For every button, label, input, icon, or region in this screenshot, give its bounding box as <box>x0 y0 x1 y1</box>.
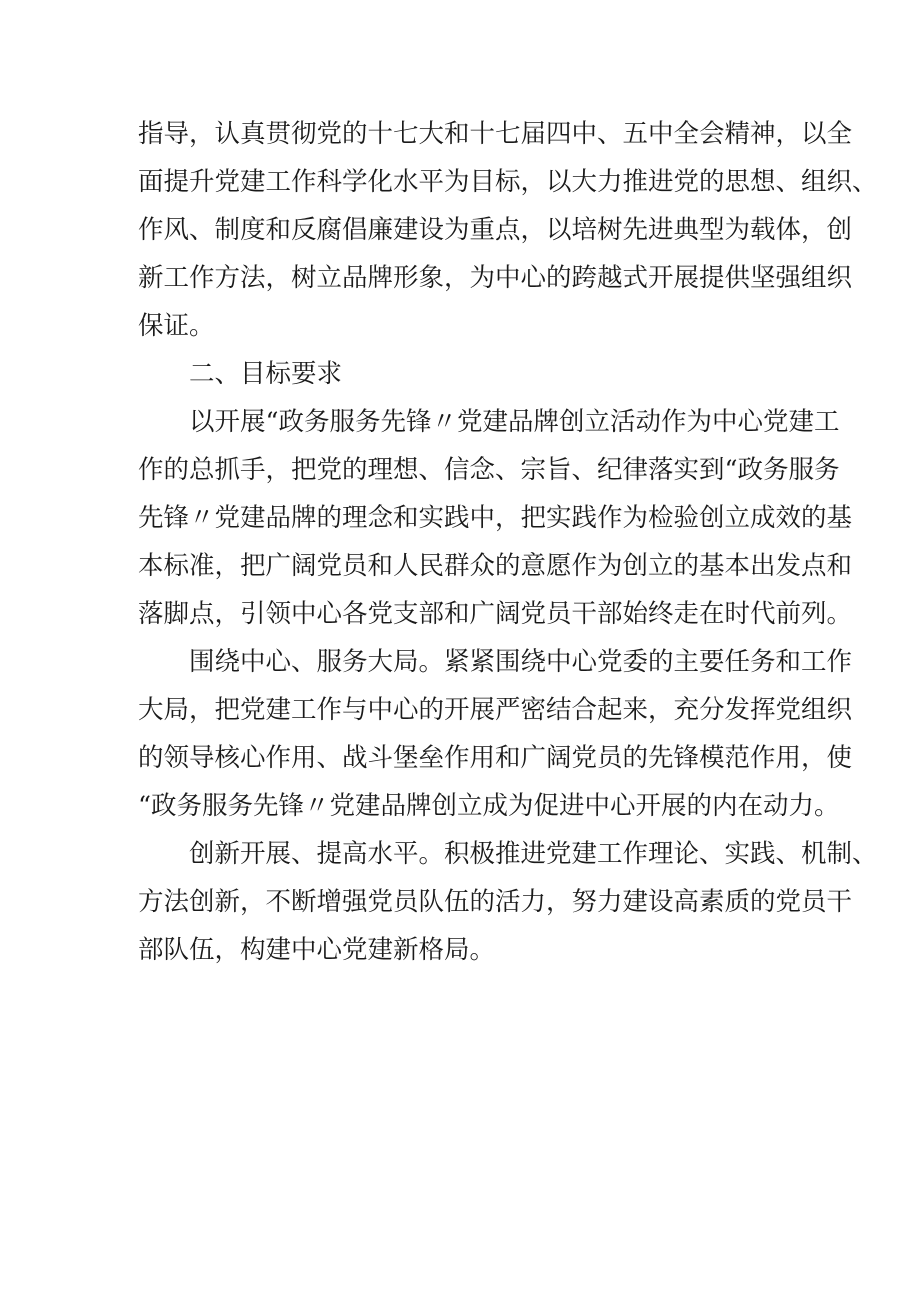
text-line: 创新开展、提高水平。积极推进党建工作理论、实践、机制、 <box>189 839 878 869</box>
text-line: 保证。 <box>138 311 215 341</box>
paragraph-innovation <box>138 830 878 974</box>
text-line: 面提升党建工作科学化水平为目标，以大力推进党的思想、组织、 <box>138 167 878 197</box>
text-line: 本标准，把广阔党员和人民群众的意愿作为创立的基本出发点和 <box>138 551 853 581</box>
text-line: 指导，认真贯彻党的十七大和十七届四中、五中全会精神，以全 <box>138 119 853 149</box>
section-heading <box>138 350 798 398</box>
paragraph-center <box>138 638 853 830</box>
paragraph-continuation <box>138 110 878 350</box>
heading-text: 二、目标要求 <box>189 359 343 389</box>
text-line: 部队伍，构建中心党建新格局。 <box>138 935 496 965</box>
text-line: 先锋〃党建品牌的理念和实践中，把实践作为检验创立成效的基 <box>138 503 853 533</box>
text-line: 方法创新，不断增强党员队伍的活力，努力建设高素质的党员干 <box>138 887 853 917</box>
text-line: 的领导核心作用、战斗堡垒作用和广阔党员的先锋模范作用，使 <box>138 743 853 773</box>
text-line: 围绕中心、服务大局。紧紧围绕中心党委的主要任务和工作 <box>189 647 853 677</box>
text-line: 大局，把党建工作与中心的开展严密结合起来，充分发挥党组织 <box>138 695 853 725</box>
text-line: 以开展“政务服务先锋〃党建品牌创立活动作为中心党建工 <box>189 407 840 437</box>
text-line: “政务服务先锋〃党建品牌创立成为促进中心开展的内在动力。 <box>138 791 840 821</box>
text-line: 落脚点，引领中心各党支部和广阔党员干部始终走在时代前列。 <box>138 599 853 629</box>
paragraph-goal <box>138 398 853 638</box>
text-line: 新工作方法，树立品牌形象，为中心的跨越式开展提供坚强组织 <box>138 263 853 293</box>
text-line: 作的总抓手，把党的理想、信念、宗旨、纪律落实到“政务服务 <box>138 455 840 485</box>
text-line: 作风、制度和反腐倡廉建设为重点，以培树先进典型为载体，创 <box>138 215 853 245</box>
document-body <box>138 110 878 974</box>
